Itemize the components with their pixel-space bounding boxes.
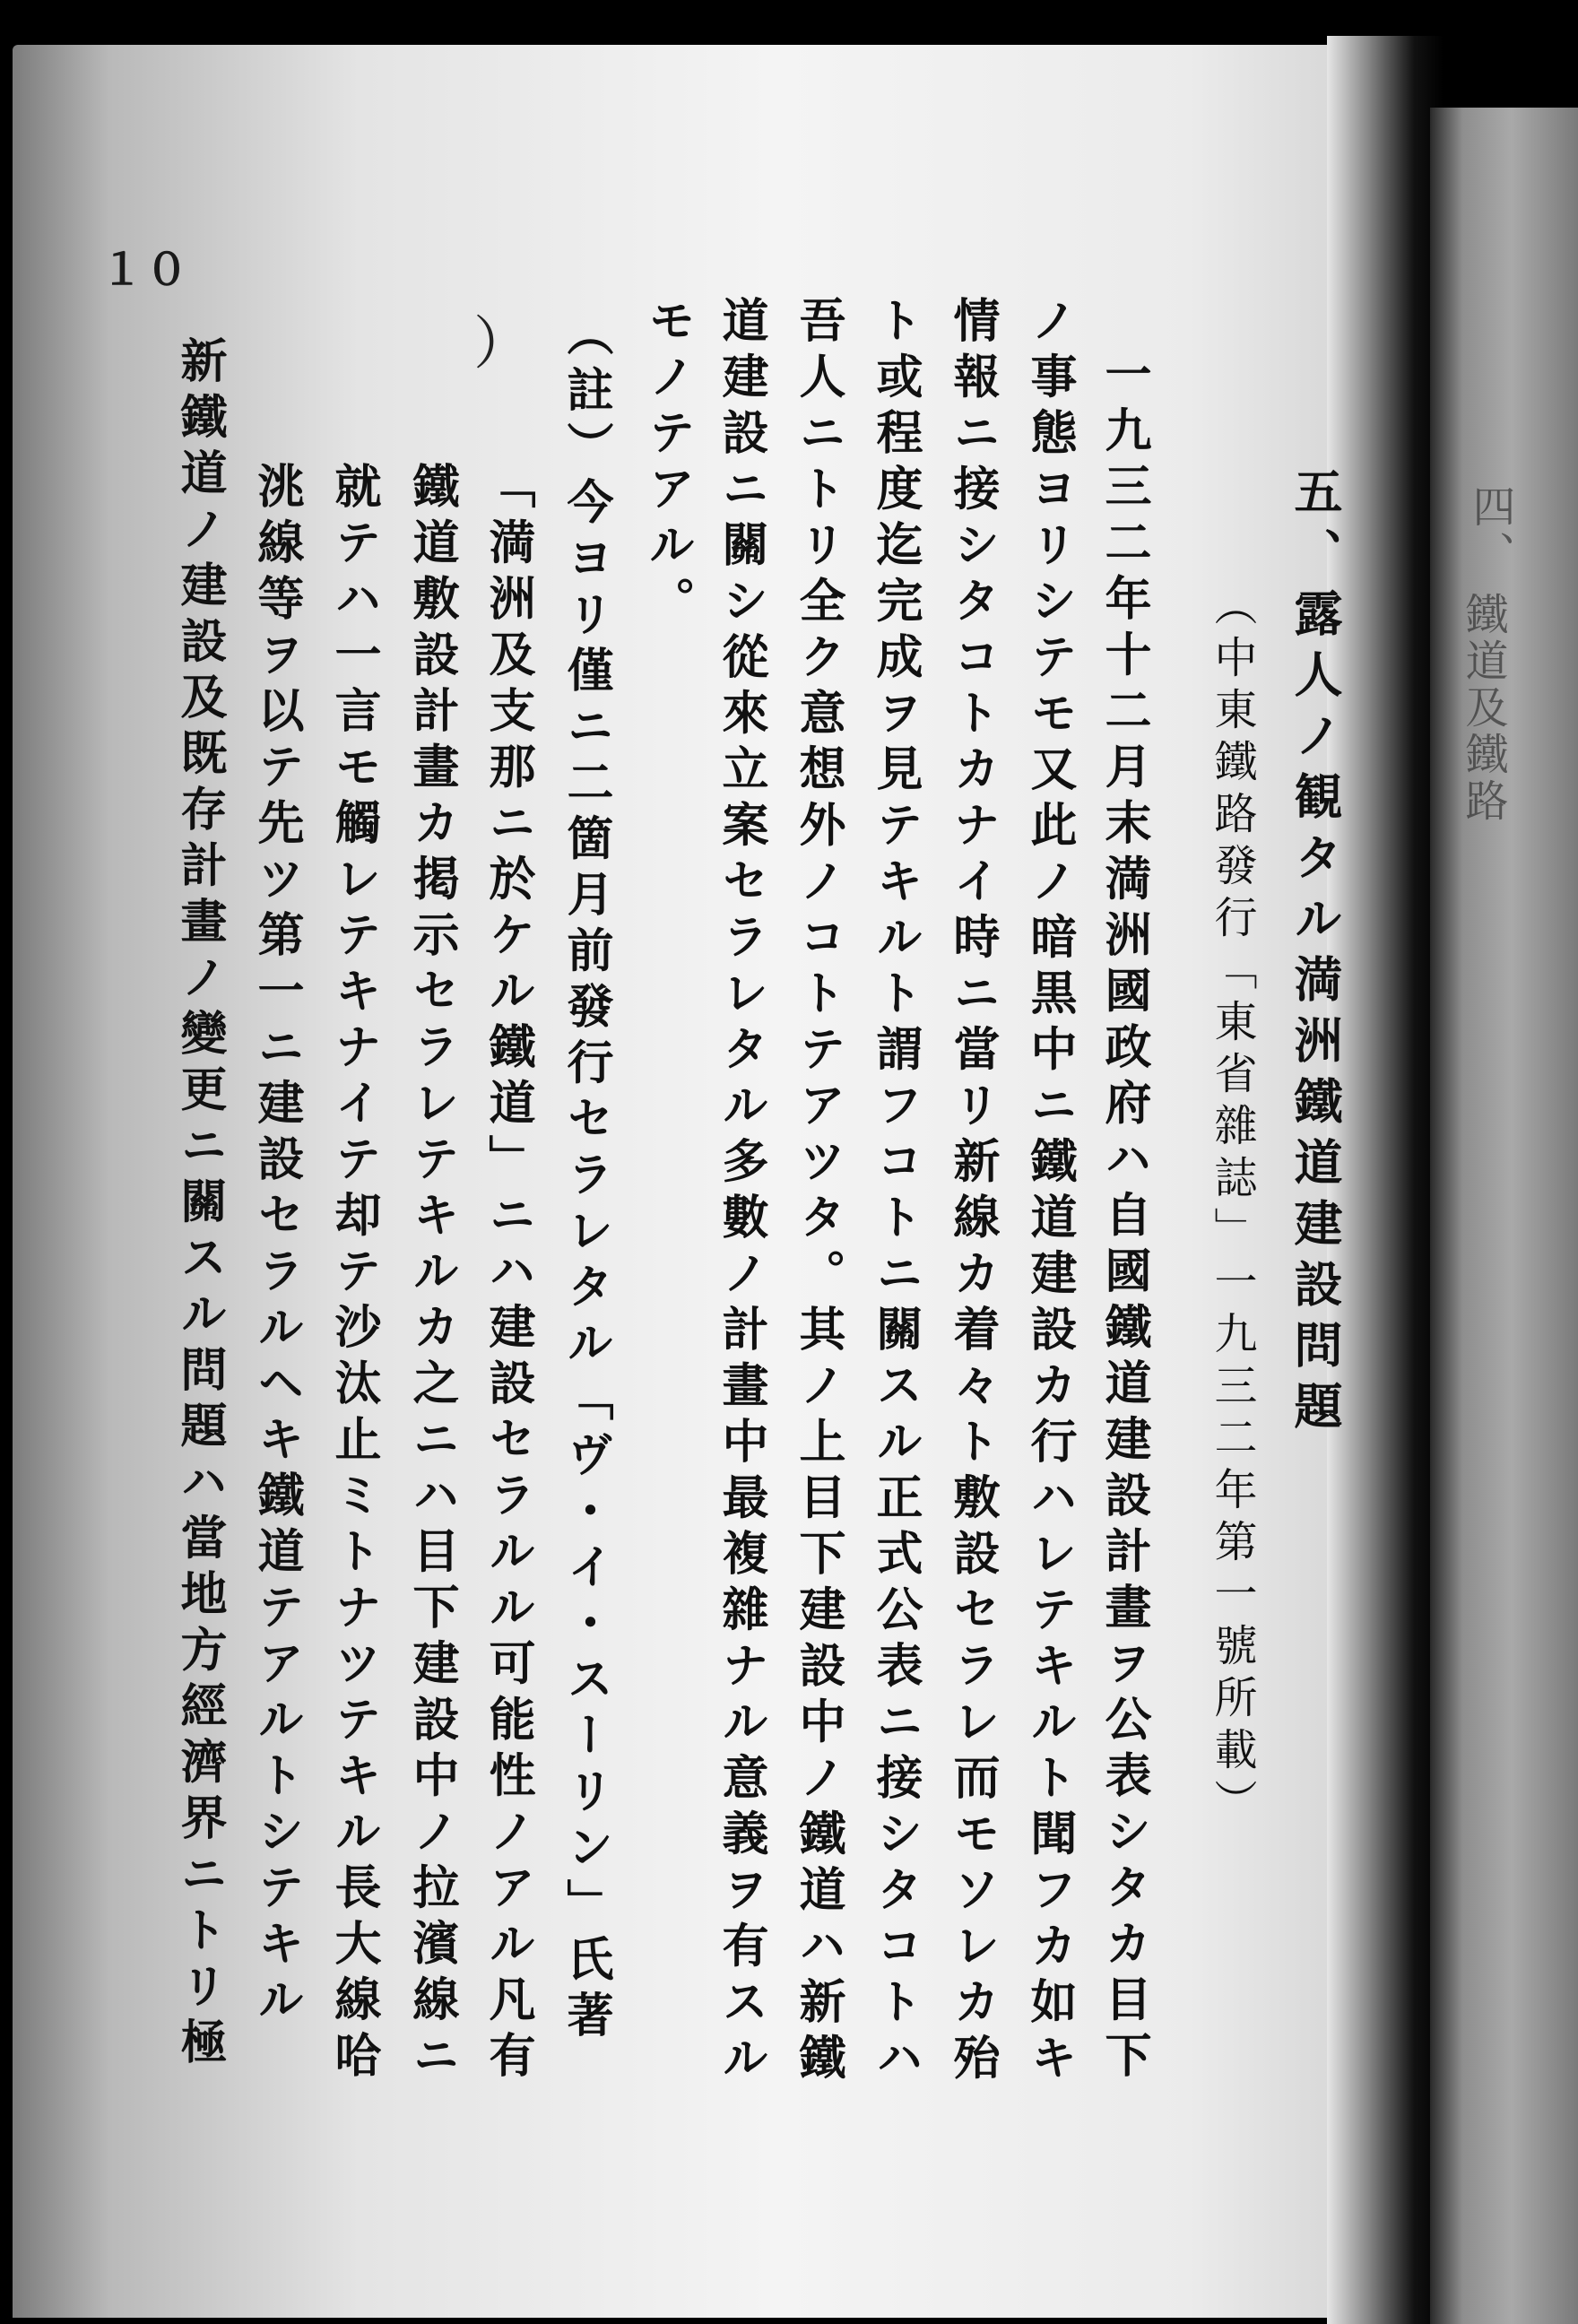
paragraph-1-line: 情報ニ接シタコトカナイ時ニ當リ新線カ着々ト敷設セラレ而モソレカ殆 — [945, 296, 1000, 2089]
paragraph-1-line: ト或程度迄完成ヲ見テキルト謂フコトニ關スル正式公表ニ接シタコトハ — [868, 296, 923, 2089]
paragraph-2-line: 新鐵道ノ建設及既存計畫ノ變更ニ關スル問題ハ當地方經濟界ニトリ極 — [172, 336, 227, 2074]
note-line: 就テハ一言モ觸レテキナイテ却テ沙汰止ミトナツテキル長大線哈 — [326, 462, 381, 2087]
facing-page-text: 四、 — [1465, 484, 1515, 577]
paragraph-1-line: 吾人ニトリ全ク意想外ノコトテアツタ。其ノ上目下建設中ノ鐵道ハ新鐵 — [791, 296, 845, 2089]
facing-page-text: 鐵道及鐵路 — [1458, 592, 1508, 825]
note-line: 「満洲及支那ニ於ケル鐵道」ニハ建設セラルル可能性ノアル凡有 — [481, 462, 535, 2087]
paragraph-1-line: モノテアル。 — [640, 296, 695, 632]
book-gutter — [1327, 36, 1444, 2324]
paragraph-1-line: 道建設ニ關シ從來立案セラレタル多數ノ計畫中最複雜ナル意義ヲ有スル — [714, 296, 768, 2089]
section-title: 五、露人ノ観タル満洲鐵道建設問題 — [1287, 466, 1344, 1442]
note-line: 鐵道敷設計畫カ掲示セラレテキルカ之ニハ目下建設中ノ拉濱線ニ — [404, 462, 459, 2087]
section-subtitle: （中東鐵路發行「東省雜誌」一九三二年第一號所載） — [1207, 583, 1257, 1831]
facing-page-edge — [1430, 108, 1578, 2324]
paragraph-1-line: 一九三二年十二月末満洲國政府ハ自國鐵道建設計畫ヲ公表シタカ目下 — [1097, 350, 1151, 2087]
page-number: １０ — [100, 245, 191, 295]
bracket-mark: ） — [473, 311, 531, 377]
note-line: （註）今ヨリ僅ニ二箇月前發行セラレタル「ヴ・イ・スーリン」氏著 — [559, 309, 613, 2047]
note-line: 洮線等ヲ以テ先ツ第一ニ建設セラルヘキ鐵道テアルトシテキル — [249, 462, 304, 2031]
paragraph-1-line: ノ事態ヨリシテモ又此ノ暗黒中ニ鐵道建設カ行ハレテキルト聞フカ如キ — [1022, 296, 1077, 2089]
